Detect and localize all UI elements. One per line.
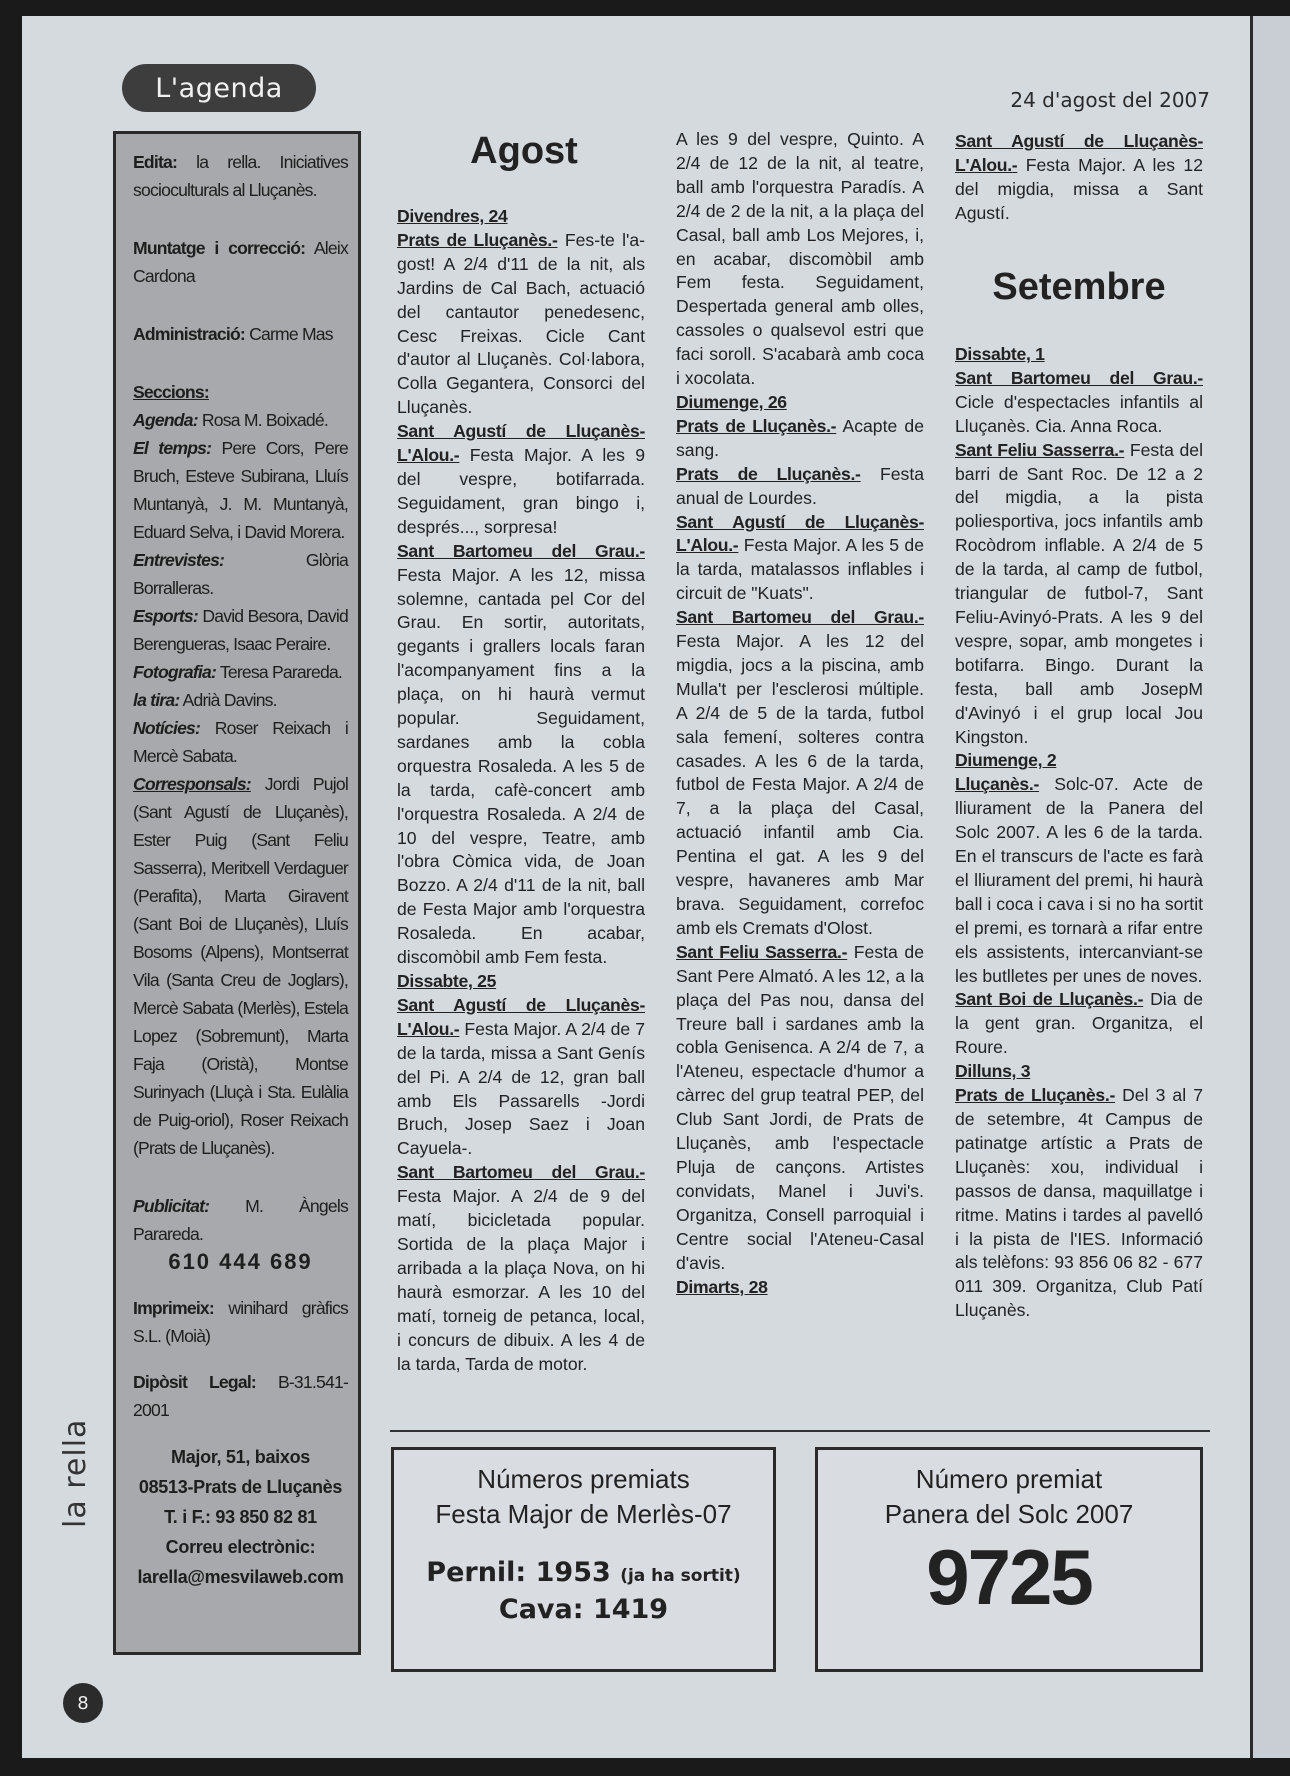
event-text: Festa Major. A 2/4 de 9 del matí, bicicletada popular. Sortida de la plaça Major i arribada a la plaça Nova, on hi haurà esmorzar. A les 10 del matí, torneig de petanca, local, i concurs de dibuix. A les 4 de la tarda, Tarda de motor. bbox=[397, 1186, 645, 1374]
event bbox=[955, 773, 1203, 988]
agenda-column-3 bbox=[955, 130, 1203, 226]
event-text: Festa Major. A les 12, missa solemne, cantada pel Cor del Grau. En sortir, autoritats, gegants i grallers locals faran l'acompanyament fins a la plaça, on hi haurà vermut popular. Seguidament, sardanes amb la cobla orquestra Rosaleda. A les 5 de la tarda, cafè-concert amb l'orquestra Rosaleda. A 2/4 de 10 del vespre, Teatre, amb l'obra Còmica vida, de Joan Bozzo. A 2/4 d'11 de la nit, ball de Festa Major amb l'orquestra Rosaleda. En acabar, discomòbil amb Fem festa. bbox=[397, 564, 645, 968]
event-text: Festa del barri de Sant Roc. De 12 a 2 del migdia, a la pista poliesportiva, jocs infantils amb Rocòdrom inflable. A 2/4 de 5 de la tarda, al camp de futbol, triangular de futbol-7, Sant Feliu-Avinyó-Prats. A les 9 del vespre, sopar, amb mongetes i botifarra. Bingo. Durant la festa, ball amb JosepM d'Avinyó i el grup local Jou Kingston. bbox=[955, 439, 1203, 747]
credit-administracio bbox=[133, 320, 348, 348]
credit-temps bbox=[133, 434, 348, 546]
credits-box bbox=[113, 131, 361, 1655]
event-text: Del 3 al 7 de setembre, 4t Campus de patinatge artístic a Prats de Lluçanès: xou, individual i passos de dansa, maquillatge i ritme. Matins i tardes al pavelló i la pista de l'IES. Informació als telèfons: 93 856 06 82 - 677 011 309. Organitza, Club Patí Lluçanès. bbox=[955, 1085, 1203, 1321]
credit-esports bbox=[133, 602, 348, 658]
month-title-setembre: Setembre bbox=[992, 266, 1166, 308]
credit-publicitat bbox=[133, 1192, 348, 1248]
agenda-column-3-setembre bbox=[955, 343, 1203, 1323]
event bbox=[676, 511, 924, 607]
label: la tira: bbox=[133, 690, 180, 710]
event bbox=[676, 463, 924, 511]
label: Esports: bbox=[133, 606, 198, 626]
credit-seccions bbox=[133, 378, 348, 406]
next-page-edge bbox=[1250, 16, 1290, 1758]
month-title-agost: Agost bbox=[470, 130, 578, 172]
event-text: Festa Major. A 2/4 de 7 de la tarda, missa a Sant Genís del Pi. A 2/4 de 12, gran ball amb Els Passarells -Jordi Bruch, Josep Saez i Joan Cayuela-. bbox=[397, 1018, 645, 1159]
phone-number: 610 444 689 bbox=[168, 1249, 313, 1274]
event-text: Solc-07. Acte de lliurament de la Panera del Solc 2007. A les 6 de la tarda. En el transcurs de l'acte es farà el lliurament del premi, hi haurà ball i coca i cava i si no ha sortit el premi, es tornarà a rifar entre els assistents, intercanviant-se les butlletes per unes de noves. bbox=[955, 774, 1203, 986]
event-place: Sant Agustí de Lluçanès-L'Alou.- bbox=[397, 994, 645, 1039]
event-place: Sant Feliu Sasserra.- bbox=[955, 439, 1125, 460]
event-place: Prats de Lluçanès.- bbox=[676, 415, 837, 436]
event bbox=[676, 941, 924, 1276]
value: Adrià Davins. bbox=[182, 690, 277, 710]
day-heading: Divendres, 24 bbox=[397, 206, 508, 226]
label: Administració: bbox=[133, 324, 245, 344]
label: Dipòsit Legal: bbox=[133, 1372, 256, 1392]
value: Glòria Borralleras. bbox=[133, 550, 348, 598]
event bbox=[397, 994, 645, 1161]
prize-cava: Cava: 1419 bbox=[498, 1594, 669, 1625]
event bbox=[397, 1161, 645, 1376]
value: Jordi Pujol (Sant Agustí de Lluçanès), Ester Puig (Sant Feliu Sasserra), Meritxell Verdaguer (Perafita), Marta Giravent (Sant Boi de Lluçanès), Lluís Bosoms (Alpens), Montserrat Vila (Santa Creu de Joglars), Mercè Sabata (Merlès), Estela Lopez (Sobremunt), Marta Faja (Oristà), Montse Surinyach (Lluçà i Sta. Eulàlia de Puig-oriol), Roser Reixach (Prats de Lluçanès). bbox=[133, 774, 348, 1158]
value: Pere Cors, Pere Bruch, Esteve Subirana, Lluís Muntanyà, J. M. Muntanyà, Eduard Selva, i David Morera. bbox=[133, 438, 348, 542]
divider bbox=[390, 1430, 1210, 1432]
event-text: Festa Major. A les 12 del migdia, jocs a la piscina, amb Mulla't per l'esclerosi múltiple. A 2/4 de 5 de la tarda, futbol sala femení, solteres contra casades. A les 6 de la tarda, futbol de Festa Major. A 2/4 de 7, a la plaça del Casal, actuació infantil amb Cia. Pentina el gat. A les 9 del vespre, havaneres amb Mar brava. Seguidament, correfoc amb els Cremats d'Olost. bbox=[676, 631, 924, 938]
value: Rosa M. Boixadé. bbox=[201, 410, 328, 430]
event-place: Sant Agustí de Lluçanès-L'Alou.- bbox=[676, 511, 924, 556]
address-line: T. i F.: 93 850 82 81 bbox=[164, 1507, 317, 1527]
page-number: 8 bbox=[63, 1683, 103, 1723]
event-place: Sant Agustí de Lluçanès-L'Alou.- bbox=[397, 421, 645, 466]
event-text: Festa Major. A les 12 del migdia, missa a Sant Agustí. bbox=[955, 154, 1203, 223]
event bbox=[955, 988, 1203, 1060]
event-text: Dia de la gent gran. Organitza, el Roure. bbox=[955, 989, 1204, 1058]
prize-note: (ja ha sortit) bbox=[620, 1566, 741, 1586]
event bbox=[955, 367, 1203, 439]
prize-box-merles bbox=[391, 1447, 776, 1672]
address-line: Correu electrònic: bbox=[165, 1537, 316, 1557]
prize-pernil bbox=[394, 1556, 773, 1593]
value: B-31.541-2001 bbox=[133, 1372, 349, 1420]
winning-number: 9725 bbox=[926, 1533, 1092, 1621]
label: Publicitat: bbox=[133, 1196, 210, 1216]
credit-muntatge bbox=[133, 234, 348, 290]
label: Muntatge i correcció: bbox=[133, 238, 306, 258]
event bbox=[676, 415, 924, 463]
event-place: Sant Agustí de Lluçanès-L'Alou.- bbox=[955, 131, 1203, 175]
event-place: Sant Bartomeu del Grau.- bbox=[676, 607, 924, 628]
issue-date: 24 d'agost del 2007 bbox=[1010, 88, 1210, 112]
event-text: Festa anual de Lourdes. bbox=[676, 463, 925, 508]
label: Agenda: bbox=[133, 410, 198, 430]
value: Aleix Cardona bbox=[133, 238, 348, 286]
event-text: Festa Major. A les 5 de la tarda, matalassos inflables i circuit de "Kuats". bbox=[676, 535, 924, 604]
label: El temps: bbox=[133, 438, 212, 458]
event-place: Prats de Lluçanès.- bbox=[397, 229, 558, 250]
label: Notícies: bbox=[133, 718, 201, 738]
label: Fotografia: bbox=[133, 662, 217, 682]
label: Imprimeix: bbox=[133, 1298, 214, 1318]
event-place: Prats de Lluçanès.- bbox=[955, 1085, 1116, 1106]
value: la rella. Iniciatives socioculturals al Lluçanès. bbox=[133, 152, 348, 200]
section-label: L'agenda bbox=[122, 64, 316, 112]
value: David Besora, David Berengueras, Isaac Peraire. bbox=[133, 606, 348, 654]
event-place: Sant Boi de Lluçanès.- bbox=[955, 989, 1144, 1010]
credit-diposit bbox=[133, 1368, 348, 1424]
address-line: 08513-Prats de Lluçanès bbox=[138, 1477, 343, 1497]
address-line: Major, 51, baixos bbox=[171, 1447, 310, 1467]
day-heading: Dissabte, 1 bbox=[955, 344, 1045, 364]
credit-entrevistes bbox=[133, 546, 348, 602]
event-place: Sant Bartomeu del Grau.- bbox=[397, 540, 645, 561]
label: Seccions: bbox=[133, 382, 209, 402]
publication-name: la rella bbox=[58, 1418, 93, 1528]
box-subtitle: Panera del Solc 2007 bbox=[884, 1499, 1134, 1529]
value: Carme Mas bbox=[249, 324, 333, 344]
event-text: Fes-te l'a-gost! A 2/4 d'11 de la nit, als Jardins de Cal Bach, actuació del cantautor penedesenc, Cesc Freixas. Cicle Cant d'autor al Lluçanès. Col·labora, Colla Gegantera, Consorci del Lluçanès. bbox=[397, 229, 645, 418]
credit-tira bbox=[133, 686, 348, 714]
value: M. Àngels Parareda. bbox=[133, 1196, 348, 1244]
label: Corresponsals: bbox=[133, 774, 251, 794]
event bbox=[955, 130, 1203, 226]
box-title: Números premiats bbox=[477, 1464, 690, 1494]
prize-value: Pernil: 1953 bbox=[426, 1557, 611, 1588]
event bbox=[397, 420, 645, 540]
label: Edita: bbox=[133, 152, 178, 172]
event bbox=[955, 1084, 1203, 1323]
label: Entrevistes: bbox=[133, 550, 225, 570]
event-continued: A les 9 del vespre, Quinto. A 2/4 de 12 de la nit, al teatre, ball amb l'orquestra Paradís. A 2/4 de 2 de la nit, a la plaça del Casal, ball amb Los Mejores, i, en acabar, discomòbil amb Fem festa. Seguidament, Despertada general amb olles, cassoles o qualsevol estri que faci soroll. S'acabarà amb coca i xocolata. bbox=[676, 129, 924, 389]
value: winihard gràfics S.L. (Moià) bbox=[133, 1298, 348, 1346]
day-heading: Dimarts, 28 bbox=[676, 1276, 768, 1297]
credit-imprimeix bbox=[133, 1294, 348, 1350]
event-place: Sant Bartomeu del Grau.- bbox=[397, 1162, 645, 1183]
event-text: Festa Major. A les 9 del vespre, botifarrada. Seguidament, gran bingo i, després..., sorpresa! bbox=[397, 445, 645, 537]
box-title: Número premiat bbox=[915, 1464, 1103, 1494]
event-place: Sant Feliu Sasserra.- bbox=[676, 941, 848, 962]
credit-noticies bbox=[133, 714, 348, 770]
event-place: Sant Bartomeu del Grau.- bbox=[955, 367, 1203, 388]
event-place: Prats de Lluçanès.- bbox=[676, 463, 861, 484]
credit-agenda bbox=[133, 406, 348, 434]
value: Teresa Parareda. bbox=[219, 662, 343, 682]
credit-fotografia bbox=[133, 658, 348, 686]
agenda-column-2 bbox=[676, 128, 924, 1299]
day-heading: Diumenge, 2 bbox=[955, 750, 1057, 771]
event bbox=[676, 606, 924, 941]
event-text: Cicle d'espectacles infantils al Lluçanès. Cia. Anna Roca. bbox=[955, 391, 1203, 436]
day-heading: Diumenge, 26 bbox=[676, 391, 787, 412]
prize-box-panera bbox=[815, 1447, 1203, 1672]
value: Roser Reixach i Mercè Sabata. bbox=[133, 718, 348, 766]
email-link[interactable]: larella@mesvilaweb.com bbox=[137, 1567, 344, 1587]
day-heading: Dissabte, 25 bbox=[397, 971, 497, 991]
box-subtitle: Festa Major de Merlès-07 bbox=[435, 1499, 732, 1529]
event-text: Acapte de sang. bbox=[676, 415, 925, 460]
credit-edita bbox=[133, 148, 348, 204]
day-heading: Dilluns, 3 bbox=[955, 1061, 1031, 1082]
event bbox=[397, 540, 645, 970]
event bbox=[955, 439, 1203, 750]
agenda-column-1 bbox=[397, 205, 645, 1376]
event-text: Festa de Sant Pere Almató. A les 12, a la plaça del Pas nou, dansa del Treure ball i sardanes amb la cobla Genisenca. A 2/4 de 7, a l'Ateneu, espectacle d'humor a càrrec del grup teatral PEP, del Club Sant Jordi, de Prats de Lluçanès, amb l'espectacle Pluja de cançons. Artistes convidats, Manel i Juvi's. Organitza, Consell parroquial i Centre social l'Ateneu-Casal d'avis. bbox=[676, 941, 924, 1273]
event bbox=[397, 229, 645, 420]
event-place: Lluçanès.- bbox=[955, 774, 1040, 795]
credit-corresponsals bbox=[133, 770, 348, 1162]
